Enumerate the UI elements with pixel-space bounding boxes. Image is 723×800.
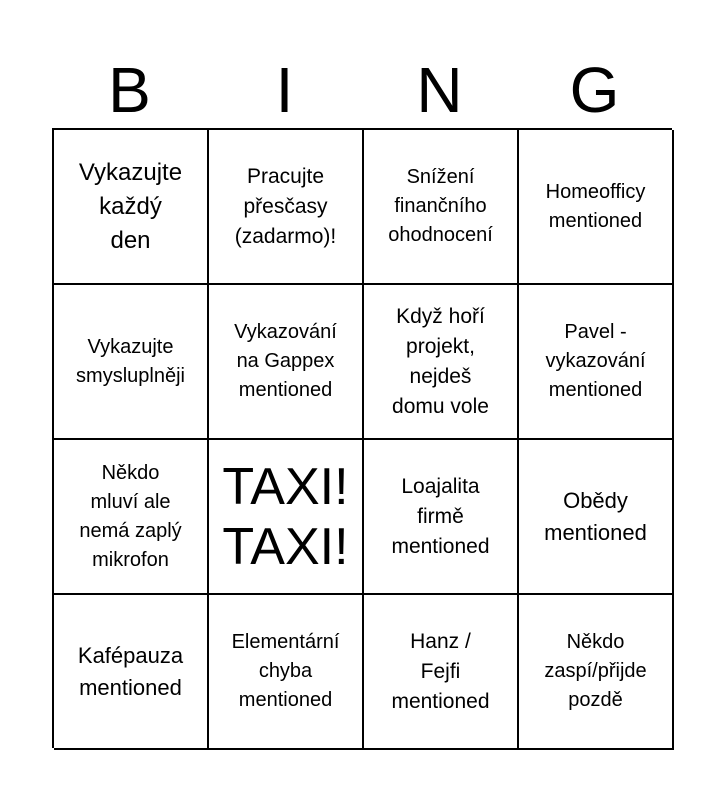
bingo-cell-text: Když hoří projekt, nejdeš domu vole — [392, 304, 489, 418]
bingo-cell-text: Kafépauza mentioned — [77, 642, 184, 700]
bingo-cell-text: Někdo zaspí/přijde pozdě — [544, 631, 647, 711]
bingo-cell-r2c3[interactable] — [364, 285, 519, 440]
bingo-cell-r3c3[interactable] — [364, 440, 519, 595]
bingo-header — [52, 52, 672, 128]
bingo-cell-free[interactable] — [209, 440, 364, 595]
bingo-cell-r4c4[interactable] — [519, 595, 674, 750]
bingo-cell-text: Vykazování na Gappex mentioned — [234, 321, 337, 401]
bingo-cell-text: Vykazujte smysluplněji — [76, 335, 185, 387]
bingo-cell-text: Pavel - vykazování mentioned — [545, 321, 646, 401]
header-letter-b: B — [108, 54, 151, 126]
bingo-cell-text: Pracujte přesčasy (zadarmo)! — [234, 164, 337, 248]
bingo-cell-r4c1[interactable] — [54, 595, 209, 750]
bingo-cell-r4c3[interactable] — [364, 595, 519, 750]
bingo-cell-text: Loajalita firmě mentioned — [391, 474, 490, 558]
bingo-cell-text: Někdo mluví ale nemá zaplý mikrofon — [79, 461, 182, 571]
bingo-cell-text: Vykazujte každý den — [78, 158, 183, 254]
bingo-cell-r2c1[interactable] — [54, 285, 209, 440]
bingo-cell-r1c1[interactable] — [54, 130, 209, 285]
header-letter-g: G — [569, 54, 620, 126]
header-letter-i: I — [275, 54, 294, 126]
bingo-cell-text: Homeofficy mentioned — [545, 180, 646, 232]
bingo-cell-text: Snížení finančního ohodnocení — [388, 166, 493, 246]
bingo-cell-text: Hanz / Fejfi mentioned — [391, 629, 490, 713]
bingo-cell-text: Elementární chyba mentioned — [231, 631, 340, 711]
bingo-cell-r4c2[interactable] — [209, 595, 364, 750]
bingo-cell-r2c4[interactable] — [519, 285, 674, 440]
bingo-cell-r1c4[interactable] — [519, 130, 674, 285]
bingo-cell-r1c3[interactable] — [364, 130, 519, 285]
bingo-cell-text: TAXI! TAXI! — [222, 457, 349, 576]
bingo-cell-text: Obědy mentioned — [544, 487, 647, 545]
bingo-cell-r2c2[interactable] — [209, 285, 364, 440]
bingo-cell-r3c1[interactable] — [54, 440, 209, 595]
header-letter-n: N — [416, 54, 463, 126]
bingo-cell-r3c4[interactable] — [519, 440, 674, 595]
bingo-cell-r1c2[interactable] — [209, 130, 364, 285]
bingo-card-grid — [52, 128, 672, 748]
